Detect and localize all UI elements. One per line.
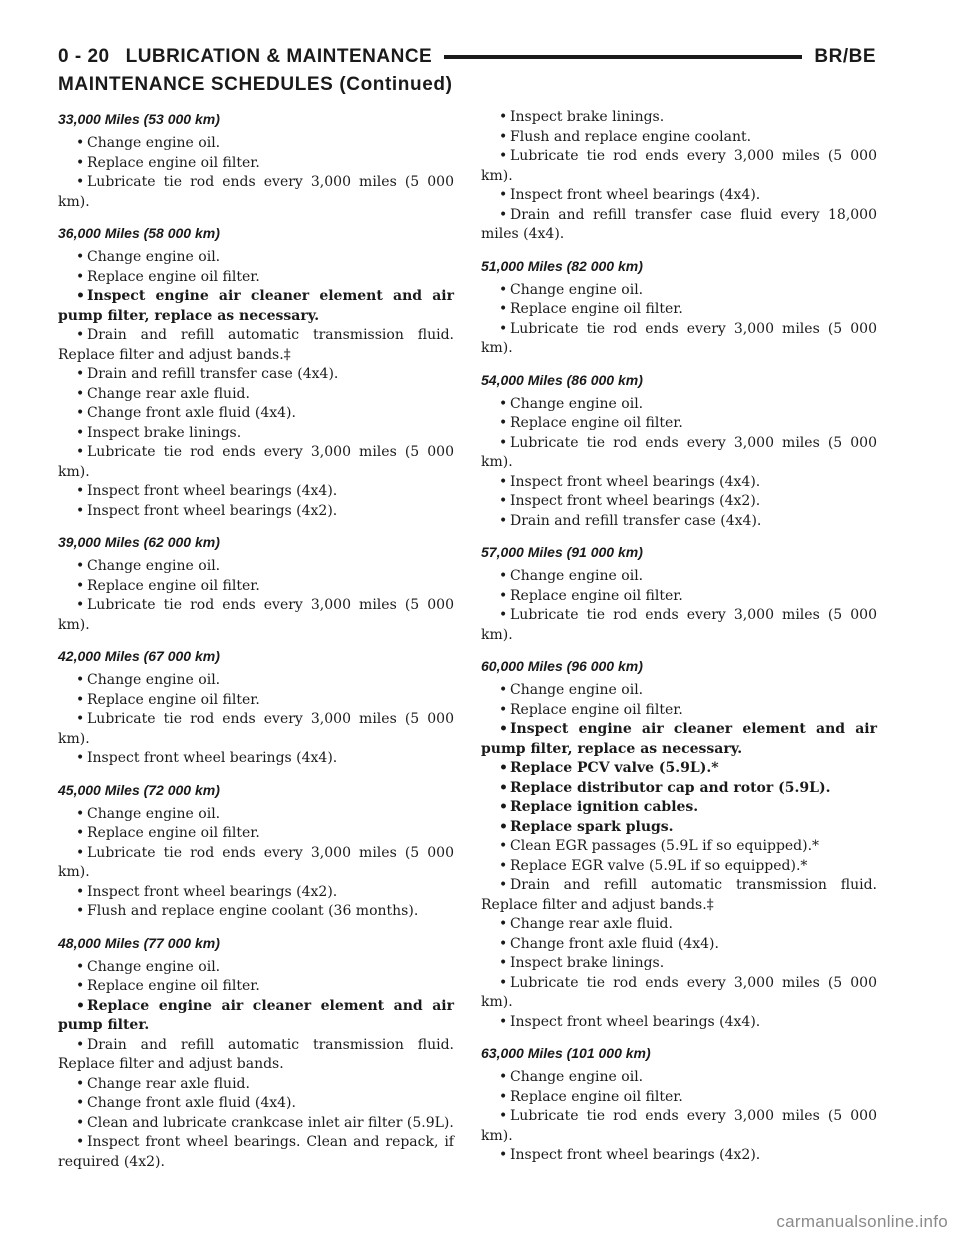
bullet-icon: • <box>76 805 85 822</box>
mileage-heading: 54,000 Miles (86 000 km) <box>481 371 643 388</box>
maintenance-item <box>58 248 454 268</box>
schedule-section <box>58 645 454 769</box>
bullet-icon: • <box>76 597 85 613</box>
maintenance-item <box>481 1013 877 1033</box>
bullet-icon: • <box>76 825 85 841</box>
bullet-icon: • <box>499 799 508 815</box>
maintenance-item <box>58 1036 454 1075</box>
item-text: Drain and refill transfer case (4x4). <box>87 366 339 382</box>
maintenance-item <box>58 287 454 326</box>
maintenance-item <box>58 557 454 577</box>
item-text: Replace distributor cap and rotor (5.9L). <box>510 779 831 796</box>
bullet-icon: • <box>499 493 508 509</box>
bullet-icon: • <box>76 883 85 900</box>
bullet-icon: • <box>76 903 85 919</box>
maintenance-item <box>481 701 877 721</box>
item-text: Change engine oil. <box>87 805 221 822</box>
maintenance-item <box>481 587 877 607</box>
item-text: Replace engine oil filter. <box>87 154 260 171</box>
maintenance-item <box>481 128 877 148</box>
maintenance-item <box>58 596 454 635</box>
bullet-icon: • <box>76 691 85 708</box>
item-text: Change rear axle fluid. <box>510 916 673 932</box>
item-text: Lubricate tie rod ends every 3,000 miles (5 000 km). <box>481 974 877 1010</box>
maintenance-item <box>58 1075 454 1095</box>
maintenance-item <box>481 206 877 245</box>
item-text: Inspect brake linings. <box>510 109 665 125</box>
maintenance-item <box>481 876 877 915</box>
item-text: Replace spark plugs. <box>510 818 674 835</box>
item-text: Inspect front wheel bearings (4x4). <box>510 187 761 203</box>
bullet-icon: • <box>76 483 85 499</box>
left-column-content <box>58 108 454 1172</box>
maintenance-item <box>58 482 454 502</box>
item-text: Drain and refill automatic transmission fluid. Replace filter and adjust bands. <box>58 1036 454 1072</box>
mileage-heading: 33,000 Miles (53 000 km) <box>58 111 220 127</box>
bullet-icon: • <box>76 1036 85 1053</box>
maintenance-item <box>58 268 454 288</box>
maintenance-item <box>481 1088 877 1108</box>
item-text: Change engine oil. <box>87 135 221 151</box>
maintenance-item <box>481 1107 877 1146</box>
right-column-content <box>481 108 877 1166</box>
maintenance-item <box>58 1114 454 1134</box>
bullet-icon: • <box>499 415 508 431</box>
bullet-icon: • <box>499 1069 508 1085</box>
mileage-heading: 39,000 Miles (62 000 km) <box>58 534 220 550</box>
item-text: Change engine oil. <box>87 558 221 574</box>
maintenance-item <box>58 844 454 883</box>
maintenance-item <box>58 424 454 444</box>
bullet-icon: • <box>76 405 85 421</box>
page-header <box>58 44 876 70</box>
section-title: LUBRICATION & MAINTENANCE <box>125 46 433 67</box>
bullet-icon: • <box>499 301 508 317</box>
item-text: Replace engine oil filter. <box>87 268 260 285</box>
bullet-icon: • <box>76 327 85 343</box>
bullet-icon: • <box>499 838 508 854</box>
item-text: Change engine oil. <box>510 395 644 412</box>
maintenance-item <box>58 385 454 405</box>
item-text: Lubricate tie rod ends every 3,000 miles (5 000 km). <box>481 434 877 470</box>
bullet-icon: • <box>499 320 508 337</box>
bullet-icon: • <box>76 1075 85 1092</box>
schedule-section <box>481 541 877 645</box>
item-text: Lubricate tie rod ends every 3,000 miles (5 000 km). <box>58 597 454 633</box>
item-text: Replace PCV valve (5.9L).* <box>510 760 719 776</box>
maintenance-item <box>58 502 454 522</box>
item-text: Replace engine oil filter. <box>87 978 260 994</box>
bullet-icon: • <box>76 1095 85 1111</box>
item-text: Inspect front wheel bearings (4x2). <box>87 883 338 900</box>
item-text: Replace EGR valve (5.9L if so equipped).* <box>510 857 808 874</box>
item-text: Change engine oil. <box>87 249 221 265</box>
maintenance-item <box>481 974 877 1013</box>
item-text: Drain and refill transfer case (4x4). <box>510 512 762 529</box>
item-text: Change engine oil. <box>87 958 221 975</box>
bullet-icon: • <box>76 135 85 151</box>
maintenance-item <box>481 606 877 645</box>
item-text: Replace engine oil filter. <box>87 691 260 708</box>
maintenance-item <box>481 281 877 301</box>
bullet-icon: • <box>499 1088 508 1105</box>
item-text: Replace engine air cleaner element and air pump filter. <box>58 997 454 1033</box>
mileage-heading: 63,000 Miles (101 000 km) <box>481 1045 651 1061</box>
schedule-section <box>58 531 454 635</box>
schedule-section <box>58 779 454 922</box>
item-text: Change engine oil. <box>510 1069 644 1085</box>
bullet-icon: • <box>76 750 85 766</box>
schedule-section <box>58 222 454 521</box>
item-text: Lubricate tie rod ends every 3,000 miles (5 000 km). <box>58 174 454 210</box>
maintenance-item <box>481 935 877 955</box>
maintenance-item <box>481 512 877 532</box>
bullet-icon: • <box>76 1134 85 1150</box>
bullet-icon: • <box>499 701 508 718</box>
bullet-icon: • <box>76 444 85 460</box>
maintenance-item <box>481 492 877 512</box>
watermark: carmanualsonline.info <box>776 1212 948 1231</box>
bullet-icon: • <box>499 818 508 835</box>
maintenance-item <box>481 414 877 434</box>
bullet-icon: • <box>499 682 508 698</box>
bullet-icon: • <box>76 424 85 441</box>
schedule-section <box>58 932 454 1173</box>
bullet-icon: • <box>499 187 508 203</box>
bullet-icon: • <box>499 395 508 412</box>
bullet-icon: • <box>499 955 508 971</box>
item-text: Change engine oil. <box>510 281 644 298</box>
item-text: Inspect front wheel bearings (4x4). <box>87 750 338 766</box>
maintenance-item <box>481 186 877 206</box>
bullet-icon: • <box>499 434 508 451</box>
bullet-icon: • <box>499 877 508 893</box>
maintenance-item <box>58 997 454 1036</box>
item-text: Lubricate tie rod ends every 3,000 miles (5 000 km). <box>481 1108 877 1144</box>
item-text: Inspect front wheel bearings (4x4). <box>510 1013 761 1030</box>
maintenance-item <box>58 134 454 154</box>
schedule-section <box>481 369 877 532</box>
bullet-icon: • <box>499 1013 508 1030</box>
item-text: Clean and lubricate crankcase inlet air filter (5.9L). <box>87 1114 454 1131</box>
bullet-icon: • <box>499 760 508 776</box>
bullet-icon: • <box>499 1147 508 1163</box>
bullet-icon: • <box>499 568 508 584</box>
maintenance-item <box>481 818 877 838</box>
bullet-icon: • <box>499 1108 508 1124</box>
bullet-icon: • <box>76 268 85 285</box>
maintenance-item <box>58 671 454 691</box>
bullet-icon: • <box>499 935 508 952</box>
item-text: Inspect engine air cleaner element and air pump filter, replace as necessary. <box>481 721 877 757</box>
schedule-section <box>481 255 877 359</box>
item-text: Replace engine oil filter. <box>87 577 260 594</box>
header-rule <box>444 55 802 59</box>
bullet-icon: • <box>76 958 85 975</box>
item-text: Inspect front wheel bearings (4x2). <box>510 1147 761 1163</box>
bullet-icon: • <box>499 857 508 874</box>
maintenance-item <box>481 720 877 759</box>
item-text: Drain and refill transfer case fluid every 18,000 miles (4x4). <box>481 206 877 242</box>
item-text: Inspect front wheel bearings (4x4). <box>87 483 338 499</box>
bullet-icon: • <box>499 512 508 529</box>
maintenance-item <box>58 173 454 212</box>
item-text: Lubricate tie rod ends every 3,000 miles (5 000 km). <box>481 148 877 184</box>
bullet-icon: • <box>76 997 85 1014</box>
bullet-icon: • <box>76 385 85 402</box>
item-text: Inspect brake linings. <box>87 424 242 441</box>
bullet-icon: • <box>499 148 508 164</box>
item-text: Lubricate tie rod ends every 3,000 miles (5 000 km). <box>58 444 454 480</box>
item-text: Lubricate tie rod ends every 3,000 miles (5 000 km). <box>481 607 877 643</box>
mileage-heading: 36,000 Miles (58 000 km) <box>58 225 220 241</box>
maintenance-item <box>481 473 877 493</box>
mileage-heading: 60,000 Miles (96 000 km) <box>481 658 643 674</box>
maintenance-item <box>58 1133 454 1172</box>
maintenance-item <box>481 1068 877 1088</box>
item-text: Replace engine oil filter. <box>510 415 683 431</box>
item-text: Change engine oil. <box>87 672 221 688</box>
item-text: Inspect front wheel bearings. Clean and repack, if required (4x2). <box>58 1134 454 1170</box>
bullet-icon: • <box>76 288 85 304</box>
maintenance-item <box>58 824 454 844</box>
model-code: BR/BE <box>814 46 876 67</box>
mileage-heading: 57,000 Miles (91 000 km) <box>481 544 643 560</box>
item-text: Drain and refill automatic transmission fluid. Replace filter and adjust bands.‡ <box>58 327 454 363</box>
item-text: Replace engine oil filter. <box>510 1088 683 1105</box>
maintenance-item <box>481 147 877 186</box>
item-text: Flush and replace engine coolant. <box>510 128 752 145</box>
maintenance-item <box>481 915 877 935</box>
item-text: Inspect front wheel bearings (4x2). <box>87 502 338 519</box>
right-column <box>481 108 877 1176</box>
bullet-icon: • <box>499 779 508 796</box>
bullet-icon: • <box>76 558 85 574</box>
maintenance-item <box>481 954 877 974</box>
item-text: Replace engine oil filter. <box>510 587 683 604</box>
maintenance-item <box>481 1146 877 1166</box>
bullet-icon: • <box>76 502 85 519</box>
maintenance-item <box>58 154 454 174</box>
item-text: Inspect front wheel bearings (4x2). <box>510 493 761 509</box>
maintenance-item <box>481 320 877 359</box>
item-text: Lubricate tie rod ends every 3,000 miles (5 000 km). <box>58 844 454 880</box>
mileage-heading: 45,000 Miles (72 000 km) <box>58 781 220 798</box>
item-text: Lubricate tie rod ends every 3,000 miles (5 000 km). <box>58 711 454 747</box>
page-number: 0 - 20 <box>58 46 110 67</box>
item-text: Change rear axle fluid. <box>87 385 250 402</box>
maintenance-item <box>481 567 877 587</box>
mileage-heading: 51,000 Miles (82 000 km) <box>481 257 643 274</box>
item-text: Change rear axle fluid. <box>87 1075 250 1092</box>
bullet-icon: • <box>499 587 508 604</box>
bullet-icon: • <box>76 672 85 688</box>
bullet-icon: • <box>76 249 85 265</box>
maintenance-item <box>58 691 454 711</box>
maintenance-item <box>58 365 454 385</box>
bullet-icon: • <box>499 916 508 932</box>
item-text: Replace engine oil filter. <box>87 825 260 841</box>
maintenance-item <box>481 798 877 818</box>
maintenance-item <box>58 883 454 903</box>
maintenance-item <box>481 779 877 799</box>
maintenance-item <box>481 434 877 473</box>
item-text: Change engine oil. <box>510 568 644 584</box>
maintenance-item <box>481 857 877 877</box>
maintenance-item <box>58 404 454 424</box>
item-text: Change engine oil. <box>510 682 644 698</box>
bullet-icon: • <box>499 974 508 991</box>
item-text: Inspect front wheel bearings (4x4). <box>510 473 761 490</box>
maintenance-item <box>58 443 454 482</box>
maintenance-item <box>58 326 454 365</box>
maintenance-item <box>58 977 454 997</box>
maintenance-item <box>58 577 454 597</box>
item-text: Change front axle fluid (4x4). <box>87 1095 296 1111</box>
bullet-icon: • <box>499 721 508 737</box>
bullet-icon: • <box>76 711 85 727</box>
item-text: Clean EGR passages (5.9L if so equipped).* <box>510 838 820 854</box>
bullet-icon: • <box>76 366 85 382</box>
item-text: Change front axle fluid (4x4). <box>87 405 296 421</box>
maintenance-item <box>481 837 877 857</box>
schedule-section <box>481 108 877 245</box>
bullet-icon: • <box>76 174 85 190</box>
item-text: Inspect brake linings. <box>510 955 665 971</box>
bullet-icon: • <box>76 577 85 594</box>
mileage-heading: 42,000 Miles (67 000 km) <box>58 648 220 664</box>
item-text: Drain and refill automatic transmission fluid. Replace filter and adjust bands.‡ <box>481 877 877 913</box>
item-text: Replace engine oil filter. <box>510 301 683 317</box>
item-text: Replace ignition cables. <box>510 799 699 815</box>
schedule-section <box>58 108 454 212</box>
bullet-icon: • <box>76 1114 85 1131</box>
maintenance-item <box>58 710 454 749</box>
maintenance-item <box>58 958 454 978</box>
maintenance-item <box>481 681 877 701</box>
left-column <box>58 108 454 1182</box>
item-text: Change front axle fluid (4x4). <box>510 935 719 952</box>
mileage-heading: 48,000 Miles (77 000 km) <box>58 934 220 951</box>
item-text: Replace engine oil filter. <box>510 701 683 718</box>
bullet-icon: • <box>499 607 508 623</box>
page-subtitle: MAINTENANCE SCHEDULES (Continued) <box>58 74 453 95</box>
schedule-section <box>481 1042 877 1166</box>
schedule-section <box>481 655 877 1032</box>
bullet-icon: • <box>499 473 508 490</box>
maintenance-item <box>58 749 454 769</box>
item-text: Inspect engine air cleaner element and air pump filter, replace as necessary. <box>58 288 454 324</box>
item-text: Flush and replace engine coolant (36 months). <box>87 903 419 919</box>
item-text: Lubricate tie rod ends every 3,000 miles (5 000 km). <box>481 320 877 356</box>
maintenance-item <box>481 300 877 320</box>
maintenance-item <box>58 902 454 922</box>
maintenance-item <box>481 395 877 415</box>
bullet-icon: • <box>499 281 508 298</box>
bullet-icon: • <box>499 128 508 145</box>
maintenance-item <box>481 759 877 779</box>
bullet-icon: • <box>76 978 85 994</box>
bullet-icon: • <box>76 844 85 861</box>
bullet-icon: • <box>499 206 508 223</box>
maintenance-item <box>481 108 877 128</box>
maintenance-item <box>58 805 454 825</box>
maintenance-item <box>58 1094 454 1114</box>
bullet-icon: • <box>499 109 508 125</box>
bullet-icon: • <box>76 154 85 171</box>
